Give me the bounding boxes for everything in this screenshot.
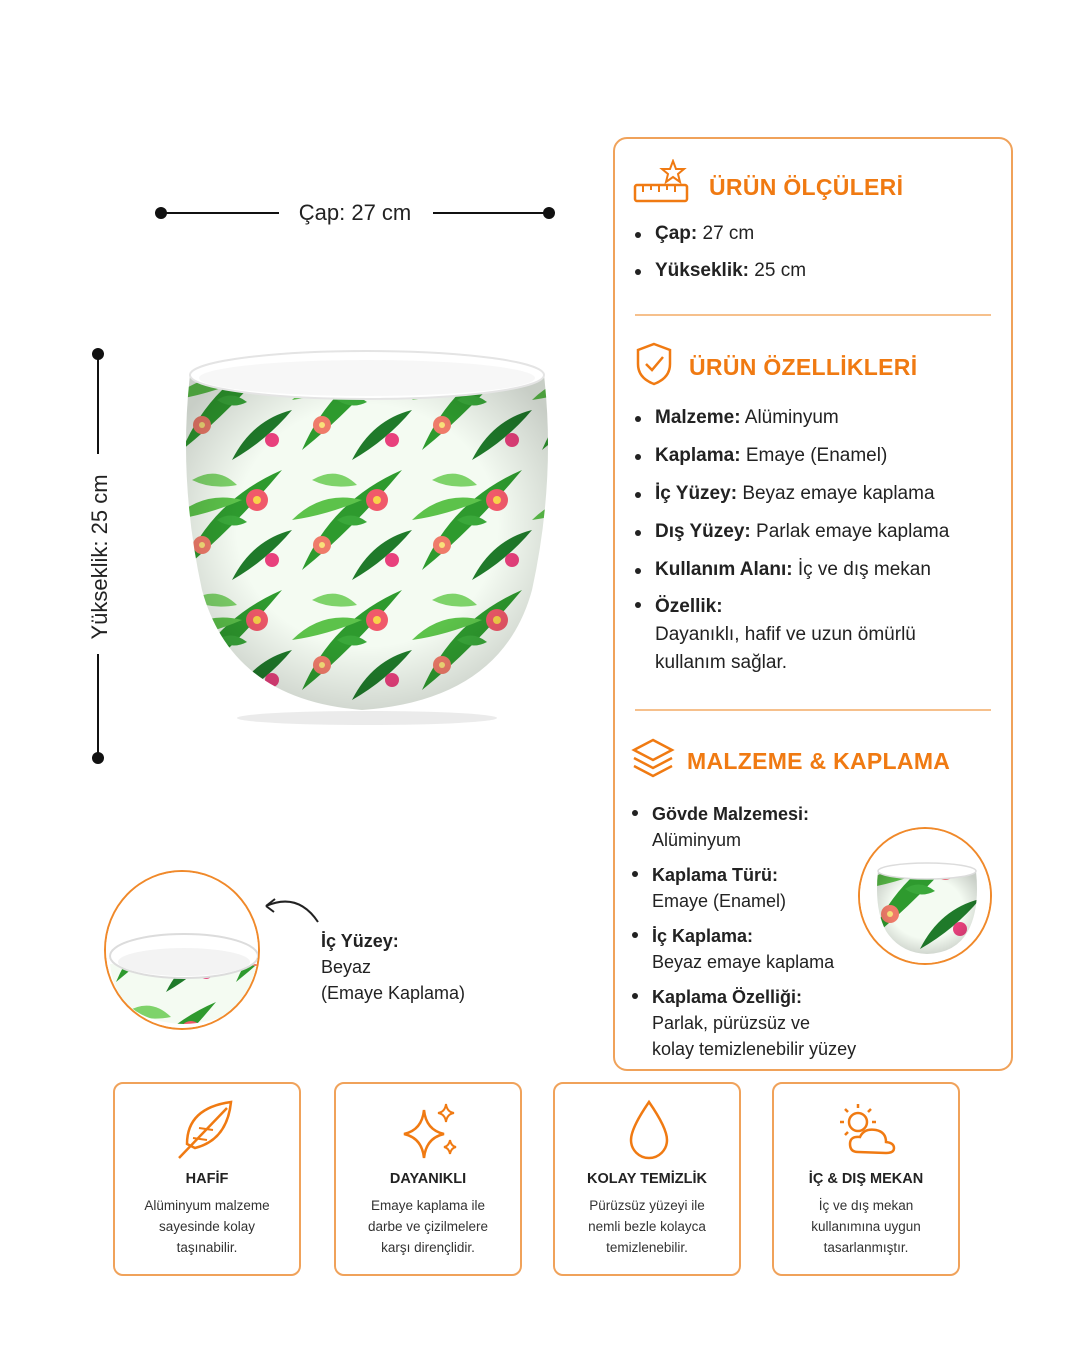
- sun-cloud-icon: [774, 1098, 962, 1162]
- inner-surface-line: (Emaye Kaplama): [321, 983, 466, 1003]
- features-list: [633, 407, 949, 677]
- pot-image: [172, 340, 562, 730]
- shield-check-icon: [635, 342, 673, 386]
- material-list: [630, 801, 870, 1062]
- card-title: İÇ & DIŞ MEKAN: [808, 1171, 924, 1187]
- height-dimension: [80, 348, 120, 768]
- card-title: HAFİF: [185, 1171, 229, 1187]
- measurements-title: ÜRÜN ÖLÇÜLERİ: [709, 174, 904, 200]
- section-divider: [635, 709, 991, 711]
- dimension-line: [97, 354, 99, 454]
- ruler-star-icon: [633, 159, 689, 205]
- features-title: ÜRÜN ÖZELLİKLERİ: [689, 354, 918, 380]
- inner-surface-caption: [321, 928, 465, 1006]
- card-description: İç ve dış mekan kullanımına uygun tasarlanmıştır.: [811, 1198, 921, 1255]
- list-item: Kaplama: Emaye (Enamel): [633, 445, 949, 483]
- list-item: İç Kaplama: Beyaz emaye kaplama: [630, 923, 870, 984]
- arrow-icon: [258, 890, 324, 930]
- list-item: Gövde Malzemesi: Alüminyum: [630, 801, 870, 862]
- dimension-line: [433, 212, 549, 214]
- feature-card-indoor-outdoor: [772, 1082, 960, 1276]
- inner-surface-title: İç Yüzey:: [321, 931, 399, 951]
- card-title: KOLAY TEMİZLİK: [586, 1171, 708, 1187]
- list-item: Kaplama Türü: Emaye (Enamel): [630, 862, 870, 923]
- layers-icon: [631, 737, 675, 781]
- feature-card-easy-clean: [553, 1082, 741, 1276]
- feature-card-light: [113, 1082, 301, 1276]
- material-title: MALZEME & KAPLAMA: [687, 748, 951, 774]
- feather-icon: [115, 1098, 303, 1162]
- inner-surface-line: Beyaz: [321, 957, 372, 977]
- water-drop-icon: [555, 1098, 743, 1162]
- card-description: Alüminyum malzeme sayesinde kolay taşınabilir.: [144, 1198, 270, 1255]
- feature-card-durable: [334, 1082, 522, 1276]
- list-item: Kullanım Alanı: İç ve dış mekan: [633, 559, 949, 597]
- dimension-endpoint: [543, 207, 555, 219]
- list-item: Yükseklik: 25 cm: [633, 260, 806, 297]
- list-item: Özellik: Dayanıklı, hafif ve uzun ömürlü kullanım sağlar.: [633, 593, 949, 677]
- card-description: Emaye kaplama ile darbe ve çizilmelere karşı dirençlidir.: [367, 1198, 489, 1255]
- section-divider: [635, 314, 991, 316]
- height-label: Yükseklik: 25 cm: [87, 474, 112, 640]
- list-item: Dış Yüzey: Parlak emaye kaplama: [633, 521, 949, 559]
- list-item: İç Yüzey: Beyaz emaye kaplama: [633, 483, 949, 521]
- dimension-line: [97, 654, 99, 754]
- card-description: Pürüzsüz yüzeyi ile nemli bezle kolayca temizlenebilir.: [588, 1198, 706, 1255]
- card-title: DAYANIKLI: [389, 1171, 467, 1187]
- sparkle-icon: [336, 1098, 524, 1162]
- diameter-dimension: [155, 198, 555, 228]
- list-item: Kaplama Özelliği: Parlak, pürüzsüz ve kolay temizlenebilir yüzey: [630, 984, 870, 1062]
- list-item: Malzeme: Alüminyum: [633, 407, 949, 445]
- dimension-endpoint: [92, 752, 104, 764]
- diameter-label: Çap: 27 cm: [298, 200, 412, 225]
- measurements-list: [633, 223, 806, 297]
- inner-surface-image: [104, 870, 260, 1030]
- list-item: Çap: 27 cm: [633, 223, 806, 260]
- small-pot-image: [858, 827, 992, 965]
